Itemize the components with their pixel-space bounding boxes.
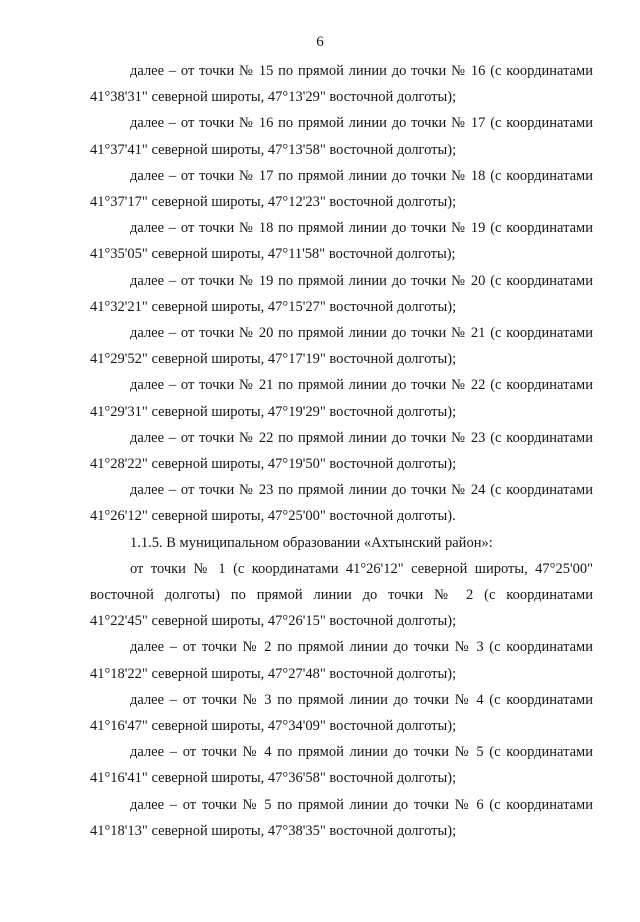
paragraph-line: далее – от точки № 16 по прямой линии до точки № 17 (с координатами <box>130 115 593 132</box>
paragraph-line: далее – от точки № 20 по прямой линии до точки № 21 (с координатами <box>130 325 593 342</box>
paragraph-point-20 <box>90 320 593 372</box>
paragraph-line: далее – от точки № 4 по прямой линии до точки № 5 (с координатами <box>130 744 593 761</box>
paragraph-line: 41°37'41" северной широты, 47°13'58" восточной долготы); <box>90 141 457 158</box>
paragraph-line: далее – от точки № 21 по прямой линии до точки № 22 (с координатами <box>130 377 593 394</box>
paragraph-point-15 <box>90 58 593 110</box>
paragraph-line: 41°35'05" северной широты, 47°11'58" восточной долготы); <box>90 246 456 263</box>
paragraph-point-2 <box>90 634 593 686</box>
paragraph-line: 41°18'22" северной широты, 47°27'48" восточной долготы); <box>90 665 457 682</box>
paragraph-point-16 <box>90 110 593 162</box>
paragraph-point-17 <box>90 163 593 215</box>
paragraph-line: далее – от точки № 15 по прямой линии до точки № 16 (с координатами <box>130 63 593 79</box>
paragraph-point-18 <box>90 215 593 267</box>
paragraph-point-21 <box>90 372 593 424</box>
paragraph-line: 41°16'41" северной широты, 47°36'58" восточной долготы); <box>90 770 457 787</box>
paragraph-line: далее – от точки № 22 по прямой линии до точки № 23 (с координатами <box>130 429 593 446</box>
paragraph-line: далее – от точки № 2 по прямой линии до точки № 3 (с координатами <box>130 639 593 656</box>
paragraph-line: далее – от точки № 5 по прямой линии до точки № 6 (с координатами <box>130 796 593 813</box>
paragraph-line: далее – от точки № 3 по прямой линии до точки № 4 (с координатами <box>130 691 593 708</box>
paragraph-line: далее – от точки № 19 по прямой линии до точки № 20 (с координатами <box>130 272 593 289</box>
paragraph-line: 41°29'52" северной широты, 47°17'19" восточной долготы); <box>90 351 457 368</box>
page-number: 6 <box>316 34 324 50</box>
paragraph-point-3 <box>90 687 593 739</box>
paragraph-line: 41°29'31" северной широты, 47°19'29" восточной долготы); <box>90 403 457 420</box>
paragraph-line: 41°28'22" северной широты, 47°19'50" восточной долготы); <box>90 456 457 473</box>
paragraph-line: 41°22'45" северной широты, 47°26'15" восточной долготы); <box>90 613 457 630</box>
paragraph-point-23 <box>90 477 593 529</box>
paragraph-line: 41°18'13" северной широты, 47°38'35" восточной долготы); <box>90 822 457 839</box>
paragraph-line: восточной долготы) по прямой линии до точки № 2 (с координатами <box>90 587 593 604</box>
paragraph-point-22 <box>90 425 593 477</box>
paragraph-line: 41°32'21" северной широты, 47°15'27" восточной долготы); <box>90 298 457 315</box>
paragraph-line: далее – от точки № 23 по прямой линии до точки № 24 (с координатами <box>130 482 593 499</box>
paragraph-line: далее – от точки № 17 по прямой линии до точки № 18 (с координатами <box>130 167 593 184</box>
paragraph-point-19 <box>90 268 593 320</box>
paragraph-point-5 <box>90 792 593 844</box>
paragraph-line: 41°16'47" северной широты, 47°34'09" восточной долготы); <box>90 718 457 735</box>
paragraph-line: далее – от точки № 18 по прямой линии до точки № 19 (с координатами <box>130 220 593 237</box>
paragraph-line: 41°37'17" северной широты, 47°12'23" восточной долготы); <box>90 194 457 211</box>
paragraph-point-1 <box>90 556 593 635</box>
section-heading: 1.1.5. В муниципальном образовании «Ахтынский район»: <box>130 534 493 551</box>
paragraph-line: 41°26'12" северной широты, 47°25'00" восточной долготы). <box>90 508 456 525</box>
paragraph-line: 41°38'31" северной широты, 47°13'29" восточной долготы); <box>90 89 457 106</box>
document-body <box>90 58 593 844</box>
section-heading-paragraph <box>90 530 593 556</box>
paragraph-point-4 <box>90 739 593 791</box>
paragraph-line: от точки № 1 (с координатами 41°26'12" северной широты, 47°25'00" <box>130 560 593 577</box>
